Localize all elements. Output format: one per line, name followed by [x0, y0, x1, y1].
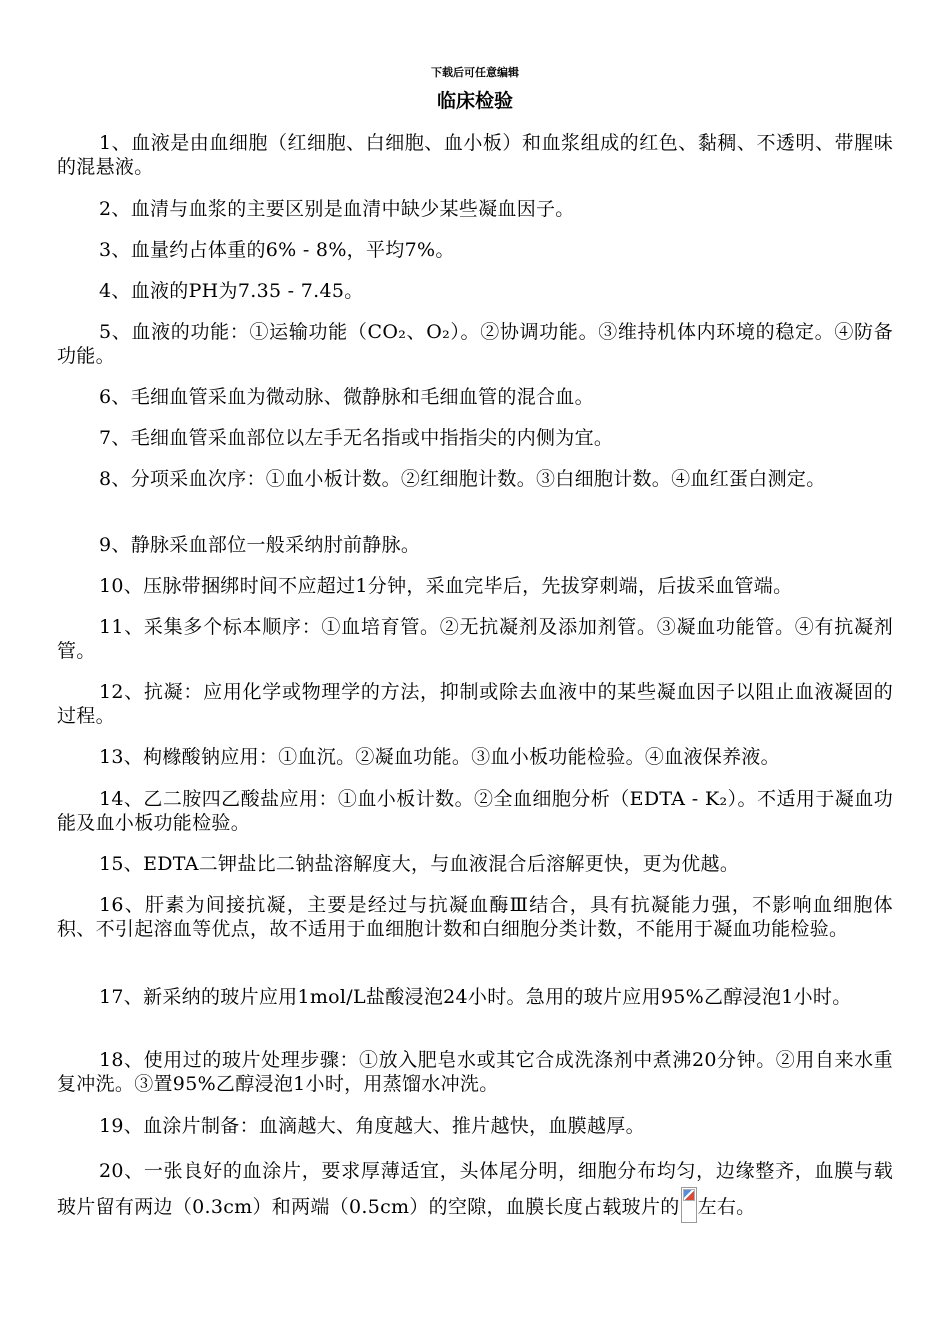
paragraph-10: 10、压脉带捆绑时间不应超过1分钟，采血完毕后，先拔穿刺端，后拔采血管端。	[99, 575, 793, 597]
paragraph-13: 13、枸橼酸钠应用：①血沉。②凝血功能。③血小板功能检验。④血液保养液。	[99, 746, 780, 768]
paragraph-14: 14、乙二胺四乙酸盐应用：①血小板计数。②全血细胞分析（EDTA - K₂）。不适用于凝血功能及血小板功能检验。	[57, 788, 893, 834]
paragraph-20-text-end: 左右。	[697, 1196, 756, 1218]
paragraph-19: 19、血涂片制备：血滴越大、角度越大、推片越快，血膜越厚。	[99, 1115, 645, 1137]
paragraph-20-text-start: 20、一张良好的血涂片，要求厚薄适宜，头体尾分明，细胞分布均匀，边缘整齐，血膜与载玻片留有两边（0.3cm）和两端（0.5cm）的空隙，血膜长度占载玻片的	[57, 1160, 893, 1218]
paragraph-6: 6、毛细血管采血为微动脉、微静脉和毛细血管的混合血。	[99, 386, 594, 408]
paragraph-20	[57, 1155, 893, 1223]
paragraph-3: 3、血量约占体重的6% - 8%，平均7%。	[99, 239, 455, 261]
paragraph-4: 4、血液的PH为7.35 - 7.45。	[99, 280, 364, 302]
download-note: 下载后可任意编辑	[431, 66, 519, 79]
paragraph-1: 1、血液是由血细胞（红细胞、白细胞、血小板）和血浆组成的红色、黏稠、不透明、带腥味的混悬液。	[57, 132, 893, 178]
paragraph-17: 17、新采纳的玻片应用1mol/L盐酸浸泡24小时。急用的玻片应用95%乙醇浸泡1小时。	[99, 986, 852, 1008]
paragraph-8: 8、分项采血次序：①血小板计数。②红细胞计数。③白细胞计数。④血红蛋白测定。	[99, 468, 826, 490]
paragraph-16: 16、肝素为间接抗凝，主要是经过与抗凝血酶Ⅲ结合，具有抗凝能力强，不影响血细胞体积、不引起溶血等优点，故不适用于血细胞计数和白细胞分类计数，不能用于凝血功能检验。	[57, 894, 893, 940]
page-title: 临床检验	[436, 90, 513, 112]
paragraph-9: 9、静脉采血部位一般采纳肘前静脉。	[99, 534, 421, 556]
paragraph-11: 11、采集多个标本顺序：①血培育管。②无抗凝剂及添加剂管。③凝血功能管。④有抗凝剂管。	[57, 616, 893, 662]
paragraph-15: 15、EDTA二钾盐比二钠盐溶解度大，与血液混合后溶解更快，更为优越。	[99, 853, 740, 875]
paragraph-5: 5、血液的功能：①运输功能（CO₂、O₂）。②协调功能。③维持机体内环境的稳定。④防备功能。	[57, 321, 893, 367]
paragraph-2: 2、血清与血浆的主要区别是血清中缺少某些凝血因子。	[99, 198, 575, 220]
paragraph-12: 12、抗凝：应用化学或物理学的方法，抑制或除去血液中的某些凝血因子以阻止血液凝固的过程。	[57, 681, 893, 727]
paragraph-7: 7、毛细血管采血部位以左手无名指或中指指尖的内侧为宜。	[99, 427, 614, 449]
paragraph-18: 18、使用过的玻片处理步骤：①放入肥皂水或其它合成洗涤剂中煮沸20分钟。②用自来水重复冲洗。③置95%乙醇浸泡1小时，用蒸馏水冲洗。	[57, 1049, 893, 1095]
broken-image-icon	[681, 1187, 697, 1223]
image-corner-icon	[683, 1189, 695, 1201]
